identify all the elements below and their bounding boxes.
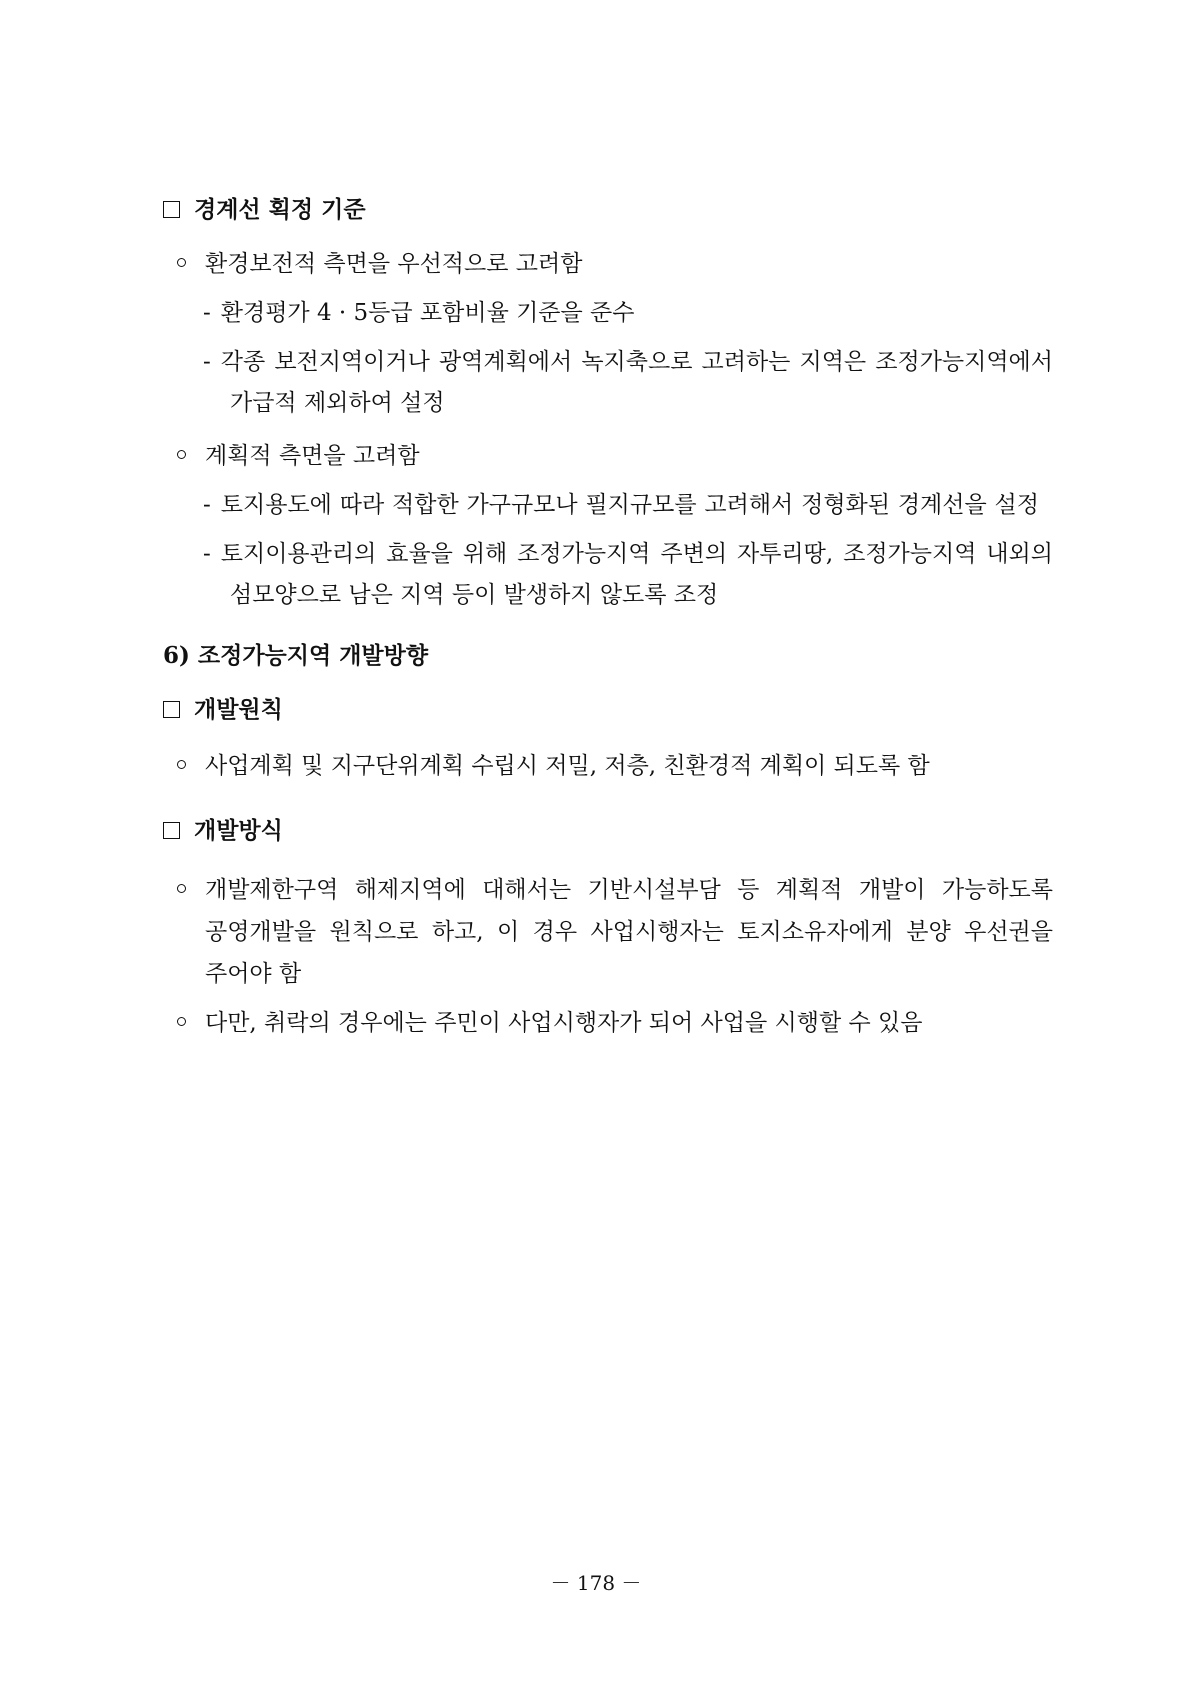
section-heading-development-principle xyxy=(163,695,283,725)
page-number: － 178 － xyxy=(550,1571,642,1595)
sub-bullet-item xyxy=(203,539,1053,569)
checkbox-square-icon xyxy=(163,822,180,839)
sub-bullet-item xyxy=(203,490,1039,520)
bullet-text: 계획적 측면을 고려함 xyxy=(205,443,420,469)
bullet-text: 개발제한구역 해제지역에 대해서는 기반시설부담 등 계획적 개발이 가능하도록 xyxy=(205,877,1053,903)
bullet-item xyxy=(177,249,582,279)
checkbox-square-icon xyxy=(163,201,180,218)
sub-bullet-text: 환경평가 4 · 5등급 포함비율 기준을 준수 xyxy=(220,300,635,326)
circle-bullet-icon xyxy=(177,450,186,459)
dash-bullet-icon: - xyxy=(203,541,211,567)
circle-bullet-icon xyxy=(177,884,186,893)
circle-bullet-icon xyxy=(177,1017,186,1026)
sub-bullet-text: 섬모양으로 남은 지역 등이 발생하지 않도록 조정 xyxy=(230,582,719,608)
sub-bullet-continuation xyxy=(230,388,445,418)
dash-bullet-icon: - xyxy=(203,300,211,326)
bullet-text: 공영개발을 원칙으로 하고, 이 경우 사업시행자는 토지소유자에게 분양 우선권을 xyxy=(205,919,1053,945)
sub-bullet-text: 토지용도에 따라 적합한 가구규모나 필지규모를 고려해서 정형화된 경계선을 설정 xyxy=(220,492,1039,518)
bullet-item xyxy=(177,751,930,781)
circle-bullet-icon xyxy=(177,258,186,267)
section-heading-boundary-criteria xyxy=(163,195,366,225)
checkbox-square-icon xyxy=(163,701,180,718)
bullet-continuation xyxy=(205,917,1053,947)
bullet-text: 주어야 함 xyxy=(205,961,302,987)
circle-bullet-icon xyxy=(177,760,186,769)
bullet-text: 환경보전적 측면을 우선적으로 고려함 xyxy=(205,251,583,277)
chapter-title: 6) 조정가능지역 개발방향 xyxy=(163,642,429,669)
bullet-item xyxy=(177,875,1053,905)
bullet-text: 다만, 취락의 경우에는 주민이 사업시행자가 되어 사업을 시행할 수 있음 xyxy=(205,1010,923,1036)
sub-bullet-text: 토지이용관리의 효율을 위해 조정가능지역 주변의 자투리땅, 조정가능지역 내외의 xyxy=(220,541,1053,567)
chapter-heading xyxy=(163,641,428,671)
bullet-item xyxy=(177,441,420,471)
bullet-continuation xyxy=(205,959,301,989)
sub-bullet-item xyxy=(203,347,1053,377)
sub-bullet-text: 가급적 제외하여 설정 xyxy=(230,390,445,416)
bullet-text: 사업계획 및 지구단위계획 수립시 저밀, 저층, 친환경적 계획이 되도록 함 xyxy=(205,753,930,779)
section-heading-development-method xyxy=(163,816,283,846)
dash-bullet-icon: - xyxy=(203,492,211,518)
section-title: 개발방식 xyxy=(194,817,283,844)
sub-bullet-text: 각종 보전지역이거나 광역계획에서 녹지축으로 고려하는 지역은 조정가능지역에서 xyxy=(220,349,1053,375)
section-title: 개발원칙 xyxy=(194,696,283,723)
sub-bullet-continuation xyxy=(230,580,718,610)
dash-bullet-icon: - xyxy=(203,349,211,375)
section-title: 경계선 획정 기준 xyxy=(194,196,366,223)
sub-bullet-item xyxy=(203,298,635,328)
bullet-item xyxy=(177,1008,922,1038)
